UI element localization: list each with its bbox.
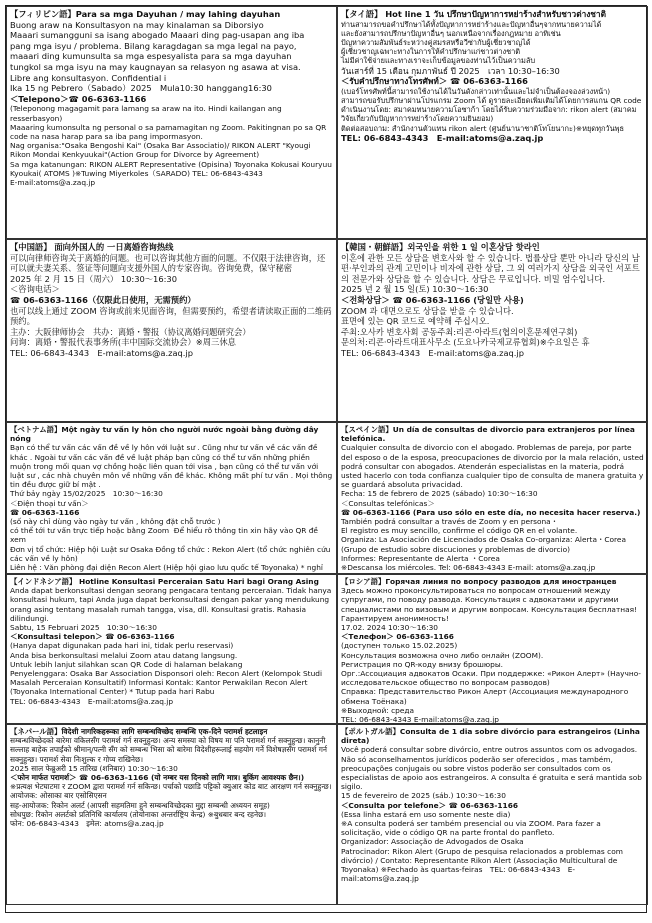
- cell-nepali-line-1: सम्बन्धविच्छेदको बारेमा वकिलसँग परामर्श गर्न सक्नुहुन्छ। अन्य समस्या को विषय मा पनि परामर्श गर्न सक्नुहुन्छ। कानुनी सल्लाह बाहेक तपाईंको श्रीमान्/पत्नी सँग को सम्बन्ध भिसा को बारेमा विदेशीहरूलाई सहयोग गर्ने विशेषज्ञसँग परामर्श गर्न सक्नुहुन्छ। परामर्श सेवा निःशुल्क र गोप्य राखिनेछ।: [10, 736, 330, 764]
- cell-russian: [337, 574, 648, 724]
- cell-chinese-line-4: ☎ 06-6363-1166（仅限此日使用，无需预约）: [10, 294, 196, 305]
- cell-filipino-line-7: Ika 15 ng Pebrero（Sabado）2025 Mula10:30 hanggang16:30: [10, 83, 272, 94]
- cell-spanish-line-0: 【スペイン語】Un día de consultas de divorcio para extranjeros por línea telefónica.: [341, 425, 638, 444]
- cell-vietnamese: [6, 422, 337, 574]
- cell-filipino-line-13: E-mail:atoms@a.zaq.jp: [10, 177, 96, 187]
- cell-indonesian: [6, 574, 337, 724]
- cell-korean-line-8: TEL: 06-6843-4343 E-mail:atoms@a.zaq.jp: [341, 347, 524, 358]
- cell-nepali-line-6: सह-आयोजक: रिकोन अलर्ट (आपसी सहमतिमा हुने सम्बन्धविच्छेदका मुद्दा सम्बन्धी अध्ययन समूह): [10, 800, 270, 810]
- cell-nepali: [6, 724, 337, 905]
- cell-thai-line-7: ＜รับคำปรึกษาทางโทรศัพท์＞ ☎ 06-6363-1166: [341, 76, 528, 87]
- cell-spanish-line-3: ＜Consultas telefónicas＞: [341, 498, 435, 508]
- cell-indonesian-line-1: Anda dapat berkonsultasi dengan seorang pengacara tentang perceraian. Tidak hanya konsultasi hukum, tapi Anda juga dapat berkonsultasi dengan pakar yang mendukung orang asing tentang masalah rumah tangga, visa, dll. Konsultasi gratis. Rahasia dilindungi.: [10, 586, 334, 623]
- cell-nepali-line-3: ＜फोन मार्फत परामर्श＞ ☎ 06-6363-1166 (यो नम्बर यस दिनको लागि मात्र। बुकिंग आवश्यक छैन।): [10, 773, 305, 783]
- cell-indonesian-line-7: Penyelenggara: Osaka Bar Association Disponsori oleh: Recon Alert (Kelompok Studi Masalah Perceraian Konsultatif) Informasi Kontak: Kantor Perwakilan Recon Alert (Toyonaka International Center) * Tutup pada hari Rabu: [10, 669, 325, 697]
- cell-thai-line-12: TEL: 06-6843-4343 E-mail:atoms@a.zaq.jp: [341, 132, 544, 143]
- cell-thai-line-10: ดำเนินงานโดย: สมาคมทนายความโอซาก้า โดยได้รับความร่วมมือจาก: rikon alert (สมาคมวิจัยเกี่ยวกับปัญหาการหย่าร้างโดยความยินยอม): [341, 105, 637, 124]
- cell-portuguese-line-0: 【ポルトガル語】Consulta de 1 dia sobre divórcio para estrangeiros (Linha direta): [341, 727, 643, 746]
- cell-filipino-line-10: Maaaring kumonsulta ng personal o sa pamamagitan ng Zoom. Pakitingnan po sa QR code na nasa harap para sa iba pang impormasyon.: [10, 122, 329, 141]
- cell-portuguese-line-1: Você poderá consultar sobre divórcio, entre outros assuntos com os advogados. Não só aconselhamentos jurídicos poderão ser oferecidos , mas também, preocupações conjugais ou sobre vistos poderão ser consultados com os especialistas de apoio aos estrangeiros. A consulta é gratuita e será mantida sob sigilo.: [341, 745, 645, 792]
- cell-spanish-line-8: Informes: Representante de Alerta ・Corea: [341, 553, 500, 563]
- cell-russian-line-2: 17.02. 2024 10:30～16:30: [341, 623, 439, 633]
- cell-korean-line-1: 이혼에 관한 모든 상담을 변호사와 할 수 있습니다. 법률상담 뿐만 아니라 당신의 남편·부인과의 관계 고민이나 비자에 관한 상담, 그 외 여러가지 상담을 외국인 서포트의 전문가와 상담을 할 수 있습니다. 상담은 무료입니다. 비밀 엄수입니다.: [341, 252, 640, 284]
- cell-indonesian-line-3: ＜Konsultasi telepon＞ ☎ 06-6363-1166: [10, 632, 175, 642]
- cell-russian-line-4: (доступен только 15.02.2025): [341, 641, 458, 651]
- cell-thai: [337, 6, 648, 239]
- cell-vietnamese-line-7: Đơn vị tổ chức: Hiệp hội Luật sư Osaka Đồng tổ chức : Rekon Alert (tổ chức nghiên cứu các vấn về ly hôn): [10, 544, 333, 563]
- cell-korean-line-0: 【韓国・朝鮮語】외국인을 위한 1 일 이혼상담 핫라인: [341, 242, 540, 252]
- cell-russian-line-8: Справка: Представительство Рикон Алерт (Ассоциация международного обмена Тоёнака): [341, 687, 631, 706]
- cell-russian-line-6: Регистрация по QR-коду внизу брошюры.: [341, 659, 504, 669]
- cell-nepali-line-8: फोन: 06-6843-4343 इमेल: atoms@a.zaq.jp: [10, 819, 164, 829]
- cell-thai-line-11: ติดต่อสอบถาม: สำนักงานตัวแทน rikon alert (ศูนย์นานาชาติโทโยนากะ)※หยุดทุกวันพุธ: [341, 123, 625, 133]
- cell-korean: [337, 239, 648, 422]
- cell-vietnamese-line-3: ＜Điện thoại tư vấn＞: [10, 498, 89, 508]
- cell-spanish-line-9: ※Descansa los miércoles. Tel: 06-6843-4343 E-mail: atoms@a.zaq.jp: [341, 563, 596, 573]
- cell-korean-line-5: 표면에 있는 QR 코드로 예약해 주십시오.: [341, 316, 490, 327]
- cell-filipino-line-3: pang mga isyu / problema. Bilang karagdagan sa mga legal na payo,: [10, 40, 297, 51]
- cell-thai-line-9: สามารถขอรับปรึกษาผ่านโปรแกรม Zoom ได้ ดูรายละเอียดเพิ่มเติมได้โดยการสแกน QR code: [341, 96, 642, 105]
- cell-thai-line-2: และยังสามารถปรึกษาปัญหาอื่นๆ นอกเหนือจากเรื่องกฎหมาย อาทิเช่น: [341, 28, 561, 38]
- cell-thai-line-0: 【タイ語】 Hot line 1 วัน ปรึกษาปัญหาการหย่าร้างสำหรับชาวต่างชาติ: [341, 9, 606, 19]
- cell-filipino-line-9: (Teleponong magagamit para lamang sa araw na ito. Hindi kailangan ang resserbasyon): [10, 104, 284, 123]
- cell-chinese-line-0: 【中国語】 面向外国人的 一日离婚咨询热线: [10, 242, 174, 252]
- cell-russian-line-0: 【ロシア語】Горячая линия по вопросу разводов для иностранцев: [341, 577, 617, 586]
- cell-indonesian-line-6: Untuk lebih lanjut silahkan scan QR Code di halaman belakang: [10, 659, 243, 669]
- cell-chinese-line-2: 2025 年 2 月 15 日（周六） 10:30～16:30: [10, 273, 177, 284]
- cell-filipino-line-0: 【フィリピン語】Para sa mga Dayuhan / may lahing dayuhan: [10, 9, 281, 19]
- cell-filipino-line-2: Maaari sumangguni sa isang abogado Maaari ding pag-usapan ang iba: [10, 30, 305, 41]
- cell-vietnamese-line-5: (số này chỉ dùng vào ngày tư vấn , không đặt chỗ trước ): [10, 517, 221, 527]
- cell-nepali-line-5: आयोजक: ओसाका बार एसोसिएसन: [10, 791, 107, 801]
- cell-russian-line-10: TEL: 06-6843-4343 E-mail:atoms@a.zaq.jp: [341, 715, 499, 724]
- cell-spanish-line-7: Organiza: La Asociación de Licenciados de Osaka Co-organiza: Alerta・Corea (Grupo de estudio sobre discuciones y problemas de divorcio): [341, 535, 629, 554]
- cell-thai-line-3: ปัญหาความสัมพันธ์ระหว่างคู่สมรสหรือวีซ่ากับผู้เชี่ยวชาญได้: [341, 38, 531, 47]
- cell-vietnamese-line-4: ☎ 06-6363-1166: [10, 507, 80, 517]
- cell-korean-line-7: 문의처:리콘·아라트대표사무소 (도요나카국제교류협회)※수요일은 휴: [341, 337, 590, 348]
- flyer-page: [5, 5, 647, 913]
- cell-filipino-line-11: Nag organisa:"Osaka Bengoshi Kai" (Osaka Bar Associatio)/ RIKON ALERT "Kyougi Rikon Mondai Kenkyuukai"(Action Group for Divorce by Agreement): [10, 141, 313, 160]
- cell-vietnamese-line-0: 【ベトナム語】Một ngày tư vấn ly hôn cho người nước ngoài bằng đường dây nóng: [10, 425, 321, 444]
- cell-chinese-line-3: ＜咨询电话＞: [10, 284, 60, 295]
- cell-russian-line-1: Здесь можно проконсультироваться по вопросам отношений между супругами, по поводу развода. Консультация с адвокатами и другими специалистами по визовым и другим вопросам. Консультация бесплатная! Гарантируем анонимность!: [341, 586, 640, 623]
- cell-vietnamese-line-1: Bạn có thể tư vấn các vấn đề về ly hôn với luật sư . Cũng như tư vấn về các vấn đề khác . Ngoài tư vấn các vấn đề về luật pháp bạn cũng có thể tư vấn những phiền muộn trong mối quan vợ chồng hoặc liên quan tới visa , bạn cũng có thể tư vấn với luật sư , các nhà chuyên môn về những vấn đề khác. Không mất phí tư vấn . Mọi thông tin đều được giữ bí mật .: [10, 443, 335, 490]
- cell-filipino-line-5: tungkol sa mga isyu na may kaugnayan sa relasyon ng asawa at visa.: [10, 61, 301, 72]
- cell-chinese-line-5: 也可以线上通过 ZOOM 咨询或前来见面咨询，但需要预约，希望者请读取正面的二维码预约。: [10, 305, 332, 327]
- cell-portuguese-line-4: (Essa linha estará em uso somente neste dia): [341, 809, 511, 819]
- cell-filipino-line-1: Buong araw na Konsultasyon na may kinalaman sa Diborsiyo: [10, 19, 264, 30]
- cell-nepali-line-7: सोधपुछ: रिकोन अलर्टको प्रतिनिधि कार्यालय (तोयोनाका अन्तर्राष्ट्रिय केन्द्र) ※बुधबार बन्द रहनेछ।: [10, 809, 267, 819]
- cell-chinese-line-7: 问询：离婚・警报代表事务所(丰中国际交流协会）※周三休息: [10, 337, 236, 348]
- cell-portuguese-line-6: Organizador: Associação de Advogados de Osaka: [341, 837, 524, 847]
- cell-russian-line-9: ※Выходной: среда: [341, 705, 415, 715]
- cell-portuguese-line-5: ※A consulta poderá ser também presencial ou via ZOOM. Para fazer a solicitação, vide o código QR na parte frontal do panfleto.: [341, 819, 604, 838]
- cell-thai-line-8: (เบอร์โทรศัพท์นี้สามารถใช้งานได้ในวันดังกล่าวเท่านั้นและไม่จำเป็นต้องจองล่วงหน้า): [341, 86, 611, 96]
- cell-portuguese-line-3: ＜Consulta por telefone＞ ☎ 06-6363-1166: [341, 800, 518, 810]
- cell-vietnamese-line-2: Thứ bảy ngày 15/02/2025 10:30～16:30: [10, 489, 163, 499]
- cell-filipino: [6, 6, 337, 239]
- cell-korean-line-6: 주최:오사카 변호사회 공동주최:리콘·아라트(협의이혼문제연구회): [341, 326, 578, 337]
- cell-portuguese-line-7: Patrocinador: Rikon Alert (Grupo de pesquisa relacionados a problemas com divórcio) / Contato: Representante Rikon Alert (Associação Multicultural de Toyonaka) ※Fechado às quartas-feiras TEL: 06-6843-4343 E-mail:atoms@a.zaq.jp: [341, 846, 626, 884]
- cell-russian-line-7: Орг.:Ассоциация адвокатов Осаки. При поддержке: «Рикон Алерт» (Научно-исследовательское общество по вопросам разводов): [341, 669, 641, 688]
- cell-russian-line-3: ＜Телефон＞ 06-6363-1166: [341, 632, 454, 642]
- cell-spanish-line-5: También podrá consultar a través de Zoom y en persona・: [341, 517, 559, 527]
- cell-thai-line-5: ไม่มีค่าใช้จ่ายและทางเราจะเก็บข้อมูลของท่านไว้เป็นความลับ: [341, 56, 536, 66]
- cell-portuguese-line-2: 15 de fevereiro de 2025 (sáb.) 10:30～16:30: [341, 791, 506, 801]
- cell-indonesian-line-5: Anda bisa berkonsultasi melalui Zoom atau datang langsung.: [10, 650, 238, 660]
- cell-indonesian-line-4: (Hanya dapat digunakan pada hari ini, tidak perlu reservasi): [10, 641, 234, 651]
- cell-indonesian-line-2: Sabtu, 15 Februari 2025 10:30～16:30: [10, 623, 157, 633]
- cell-filipino-line-4: maaari ding kumunsulta sa mga espesyalista para sa mga dayuhan: [10, 51, 292, 62]
- cell-spanish: [337, 422, 648, 574]
- cell-nepali-line-2: 2025 साल फेब्रुअरी 15 तारिख (शनिबार) 10:30～16:30: [10, 763, 178, 773]
- cell-korean-line-2: 2025 년 2 월 15 일(토) 10:30～16:30: [341, 284, 489, 295]
- cell-indonesian-line-8: TEL: 06-6843-4343 E-mail:atoms@a.zaq.jp: [10, 696, 174, 706]
- cell-vietnamese-line-8: Liên hệ : Văn phòng đại diện Recon Alert (Hiệp hội giao lưu quốc tế Toyonaka) * nghỉ: [10, 563, 323, 573]
- cell-vietnamese-line-6: có thể tới tư vấn trực tiếp hoặc bằng Zoom Để hiểu rõ thông tin xin hãy vào QR đề xem: [10, 526, 321, 545]
- cell-nepali-line-0: 【ネパール語】विदेशी नागरिकहरूका लागि सम्बन्धविच्छेद सम्बन्धि एक-दिने परामर्श हटलाइन: [10, 727, 268, 736]
- cell-filipino-line-8: ＜Telepono＞☎ 06-6363-1166: [10, 93, 147, 104]
- cell-korean-line-3: ＜전화상담＞ ☎ 06-6363-1166 (당일만 사용): [341, 294, 524, 305]
- cell-filipino-line-12: Sa mga katanungan: RIKON ALERT Representative (Opisina) Toyonaka Kokusai Kouryuu Kyoukai( ATOMS )※Tuwing Miyerkoles（SARADO) TEL: 06-6843-4343: [10, 159, 335, 178]
- cell-chinese-line-1: 可以向律师咨询关于离婚的问题。也可以咨询其他方面的问题。不仅限于法律咨询，还可以就夫妻关系、签证等问题向支援外国人的专家咨询。咨询免费，保守秘密: [10, 252, 326, 274]
- cell-chinese: [6, 239, 337, 422]
- cell-russian-line-5: Консультация возможна очно либо онлайн (ZOOM).: [341, 650, 544, 660]
- cell-spanish-line-4: ☎ 06-6363-1166 (Para uso sólo en este día, no necesita hacer reserva.): [341, 507, 641, 517]
- cell-spanish-line-1: Cualquier consulta de divorcio con el abogado. Problemas de pareja, por parte del esposo o de la esposa, preocupaciones de divorcio por la mala relación, usted podrá consultar con abogados. Atenderán especialistas en la materia, podrá usted hacerlo con toda confianza cualquier tipo de consulta de manera gratuita y se guardará absoluta privacidad.: [341, 443, 647, 490]
- cell-indonesian-line-0: 【インドネシア語】 Hotline Konsultasi Perceraian Satu Hari bagi Orang Asing: [10, 577, 319, 586]
- cell-spanish-line-6: El registro es muy sencillo, confirme el código QR en el volante.: [341, 526, 578, 536]
- cell-thai-line-6: วันเสาร์ที่ 15 เดือน กุมภาพันธ์ ปี 2025 เวลา 10:30–16:30: [341, 65, 560, 76]
- cell-thai-line-1: ท่านสามารถขอคำปรึกษาได้ทั้งปัญหาการหย่าร้างและปัญหาอื่นๆจากทนายความได้: [341, 19, 602, 29]
- cell-chinese-line-8: TEL: 06-6843-4343 E-mail:atoms@a.zaq.jp: [10, 347, 193, 358]
- cell-korean-line-4: ZOOM 과 대면으로도 상담을 받을 수 있습니다.: [341, 305, 514, 316]
- cell-chinese-line-6: 主办：大阪律师协会 共办：离婚・警报（协议离婚问题研究会）: [10, 326, 251, 337]
- cell-nepali-line-4: ※प्रत्यक्ष भेटघाटमा र ZOOM द्वारा परामर्श गर्न सकिन्छ। पर्चाको पछाडि पट्टिको क्युआर कोड बाट आरक्षण गर्न सक्नुहुन्छ।: [10, 782, 332, 792]
- cell-spanish-line-2: Fecha: 15 de febrero de 2025 (sábado) 10:30～16:30: [341, 489, 538, 499]
- cell-thai-line-4: ผู้เชี่ยวชาญเฉพาะทางในการให้คำปรึกษาแก่ชาวต่างชาติ: [341, 47, 521, 57]
- language-grid: [5, 5, 647, 913]
- cell-portuguese: [337, 724, 648, 905]
- cell-filipino-line-6: Libre ang konsultasyon. Confidential i: [10, 72, 167, 83]
